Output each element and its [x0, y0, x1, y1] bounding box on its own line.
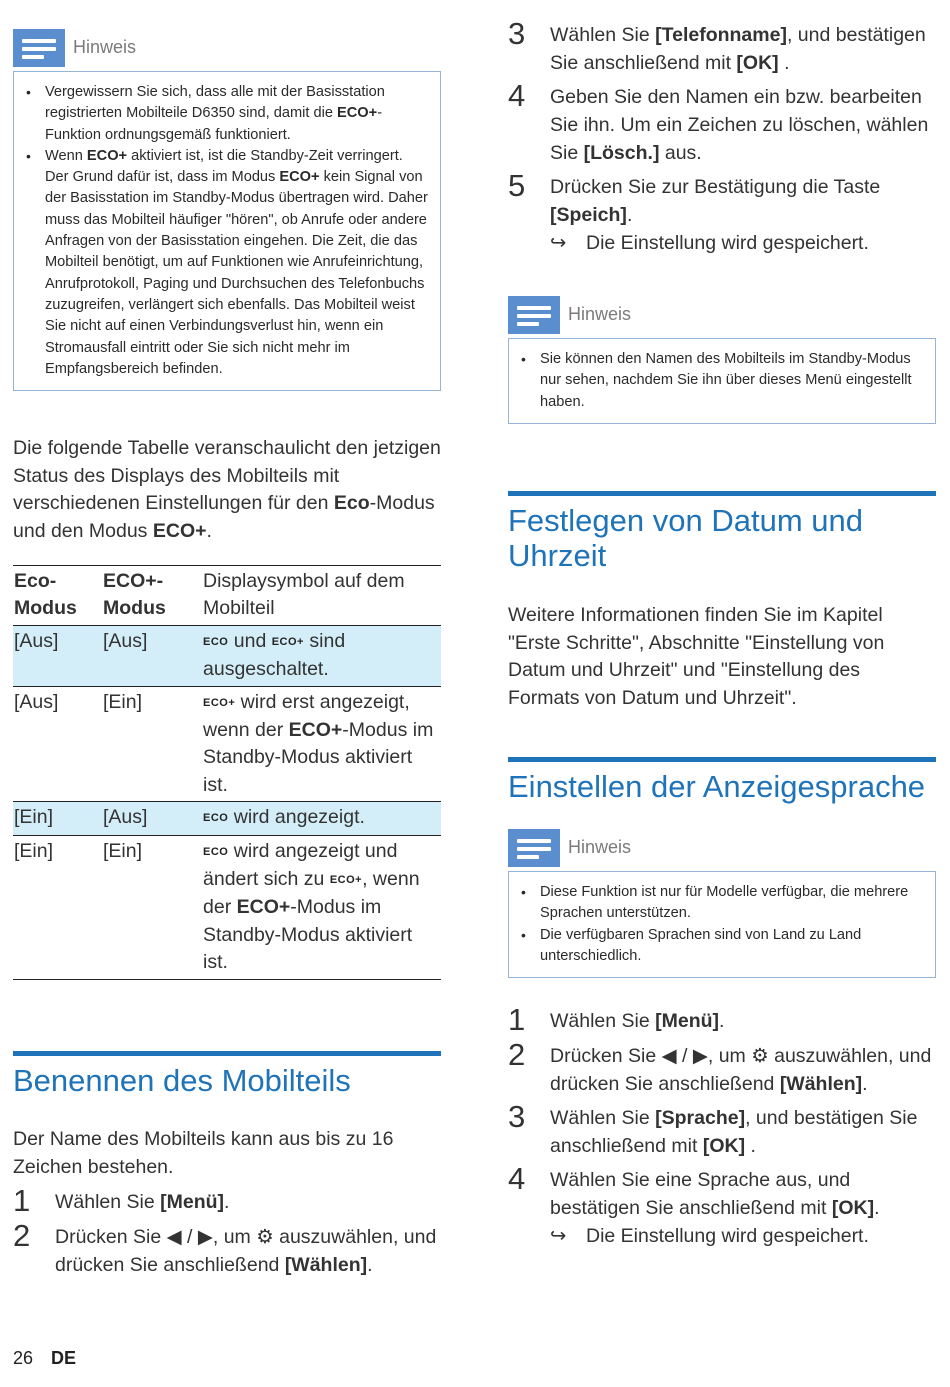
section-title-benennen: Benennen des Mobilteils [13, 1063, 351, 1098]
header-ecoplus-mode: ECO+-Modus [103, 570, 166, 620]
note-title: Hinweis [73, 37, 137, 57]
result-arrow-icon: ↪ [550, 1225, 567, 1247]
header-eco-mode: Eco-Modus [14, 570, 77, 620]
note-icon [508, 829, 560, 867]
eco-plus-icon: ECO+ [271, 635, 304, 648]
ecoplus-mode-cell: [Aus] [103, 629, 148, 652]
step-text: Drücken Sie ◀ / ▶, um ⚙ auszuwählen, und drücken Sie anschließend [Wählen]. [55, 1226, 437, 1276]
table-header-row [13, 566, 441, 626]
eco-mode-cell: [Aus] [14, 690, 59, 713]
note-header [508, 829, 936, 871]
step-number: 3 [508, 16, 526, 51]
eco-icon: ECO [203, 845, 229, 858]
ecoplus-mode-cell: [Ein] [103, 839, 143, 862]
note-header [508, 296, 936, 338]
note-box-eco [13, 29, 441, 391]
note-icon [13, 29, 65, 67]
section-title-sprache: Einstellen der Anzeigesprache [508, 769, 926, 804]
section-rule [508, 757, 936, 762]
eco-plus-icon: ECO+ [203, 696, 236, 709]
note-body [508, 338, 936, 424]
eco-mode-cell: [Ein] [14, 839, 54, 862]
note-item: • Sie können den Namen des Mobilteils im Standby-Modus nur sehen, nachdem Sie ihn über dieses Menü eingestellt haben. [521, 349, 925, 413]
step-text: Wählen Sie [Menü]. [550, 1010, 725, 1032]
note-item: • Vergewissern Sie sich, dass alle mit der Basisstation registrierten Mobilteile D6350 sind, damit die ECO+-Funktion ordnungsgemäß funktioniert. [26, 82, 430, 146]
display-symbol-cell: ECO wird angezeigt und ändert sich zu ECO+, wenn der ECO+-Modus im Standby-Modus aktiviert ist. [203, 839, 420, 974]
eco-status-table [13, 565, 441, 980]
section-text-benennen: Der Name des Mobilteils kann aus bis zu 16 Zeichen bestehen. [13, 1128, 394, 1178]
table-intro-paragraph: Die folgende Tabelle veranschaulicht den jetzigen Status des Displays des Mobilteils mit verschiedenen Einstellungen für den Eco-Modus und den Modus ECO+. [13, 437, 441, 543]
note-title: Hinweis [568, 304, 632, 324]
section-title-datum: Festlegen von Datum und Uhrzeit [508, 503, 863, 573]
eco-mode-cell: [Ein] [14, 806, 54, 829]
display-symbol-cell: ECO+ wird erst angezeigt, wenn der ECO+-Modus im Standby-Modus aktiviert ist. [203, 690, 434, 796]
header-display-symbol: Displaysymbol auf dem Mobilteil [203, 570, 405, 620]
note-icon [508, 296, 560, 334]
note-body [508, 871, 936, 978]
table-row [13, 686, 441, 802]
table-row [13, 802, 441, 835]
ecoplus-mode-cell: [Ein] [103, 690, 143, 713]
step-text: Drücken Sie zur Bestätigung die Taste [Speich]. [550, 176, 881, 226]
note-box-language [508, 829, 936, 978]
step-number: 4 [508, 1161, 526, 1196]
section-text-datum: Weitere Informationen finden Sie im Kapitel "Erste Schritte", Abschnitte "Einstellung von Datum und Uhrzeit" und "Einstellung des Formats von Datum und Uhrzeit". [508, 604, 885, 710]
step-number: 1 [13, 1183, 31, 1218]
note-item: • Wenn ECO+ aktiviert ist, ist die Standby-Zeit verringert. Der Grund dafür ist, dass im Modus ECO+ kein Signal von der Basisstation im Standby-Modus übertragen wird. Daher muss das Mobilteil häufiger "hören", ob Anrufe oder andere Anfragen von der Basisstation eingehen. Die Zeit, die das Mobilteil benötigt, um auf Funktionen wie Anrufeinrichtung, Anrufprotokoll, Paging und Durchsuchen des Telefonbuchs zuzugreifen, verlängert sich ebenfalls. Das Mobilteil weist Sie nicht auf einen Verbindungsverlust hin, wenn ein Stromausfall eintritt oder Sie sich nicht mehr im Empfangsbereich befinden. [26, 146, 430, 380]
step-text: Drücken Sie ◀ / ▶, um ⚙ auszuwählen, und drücken Sie anschließend [Wählen]. [550, 1045, 932, 1095]
table-row [13, 835, 441, 979]
eco-icon: ECO [203, 812, 229, 825]
display-symbol-cell: ECO und ECO+ sind ausgeschaltet. [203, 629, 346, 681]
note-box-name [508, 296, 936, 424]
step-number: 3 [508, 1099, 526, 1134]
note-header [13, 29, 441, 71]
note-item: • Die verfügbaren Sprachen sind von Land zu Land unterschiedlich. [521, 925, 925, 968]
step-number: 4 [508, 78, 526, 113]
eco-icon: ECO [203, 635, 229, 648]
language-code: DE [51, 1348, 77, 1368]
page-number: 26 [13, 1348, 34, 1368]
table-row [13, 625, 441, 686]
step-text: Geben Sie den Namen ein bzw. bearbeiten Sie ihn. Um ein Zeichen zu löschen, wählen Sie [Lösch.] aus. [550, 86, 929, 164]
note-body [13, 71, 441, 391]
eco-plus-icon: ECO+ [329, 874, 363, 887]
section-rule [13, 1051, 441, 1056]
step-text: Wählen Sie [Menü]. [55, 1191, 230, 1213]
note-item: • Diese Funktion ist nur für Modelle verfügbar, die mehrere Sprachen unterstützen. [521, 882, 925, 925]
step-number: 5 [508, 168, 526, 203]
step-text: Wählen Sie eine Sprache aus, und bestätigen Sie anschließend mit [OK]. [550, 1169, 880, 1219]
step-number: 2 [508, 1037, 526, 1072]
section-rule [508, 491, 936, 496]
step-number: 2 [13, 1218, 31, 1253]
display-symbol-cell: ECO wird angezeigt. [202, 802, 441, 835]
step-text: Wählen Sie [Telefonname], und bestätigen Sie anschließend mit [OK] . [550, 24, 926, 74]
page-footer [13, 1348, 76, 1369]
ecoplus-mode-cell: [Aus] [103, 806, 148, 829]
step-result: ↪ Die Einstellung wird gespeichert. [550, 1222, 936, 1250]
step-text: Wählen Sie [Sprache], und bestätigen Sie anschließend mit [OK] . [550, 1107, 918, 1157]
note-title: Hinweis [568, 837, 632, 857]
result-arrow-icon: ↪ [550, 232, 567, 254]
step-result: ↪ Die Einstellung wird gespeichert. [550, 229, 936, 257]
eco-mode-cell: [Aus] [14, 629, 59, 652]
step-number: 1 [508, 1002, 526, 1037]
